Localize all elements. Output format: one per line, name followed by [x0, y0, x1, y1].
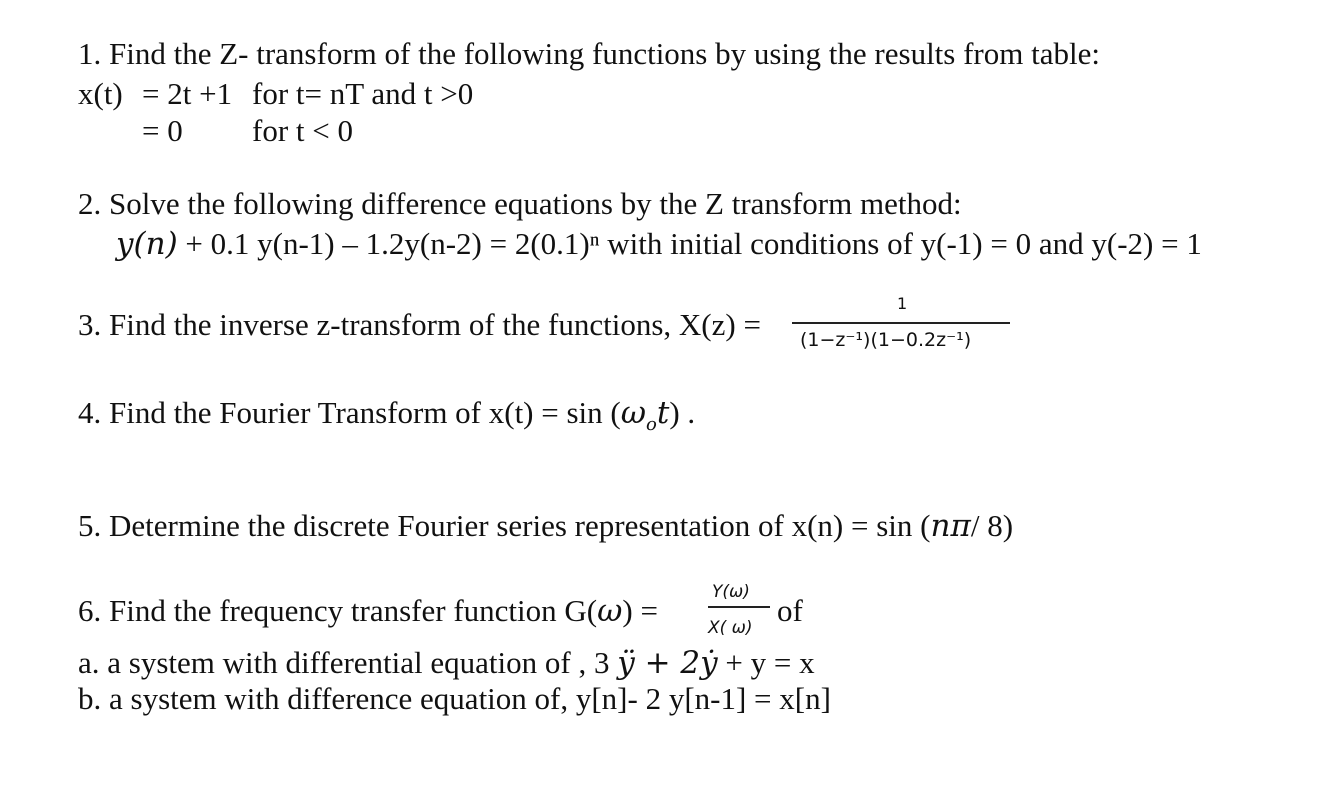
q5-prefix: 5. Determine the discrete Fourier series representation of x(n) = sin ( — [78, 508, 931, 543]
q6-numerator: Y(ω) — [712, 582, 750, 602]
question-2-title: 2. Solve the following difference equations by the Z transform method: — [78, 186, 962, 221]
q4-prefix: 4. Find the Fourier Transform of x(t) = sin ( — [78, 395, 621, 430]
question-1-title: 1. Find the Z- transform of the following functions by using the results from table: — [78, 36, 1100, 71]
q6-denominator: X( ω) — [708, 618, 753, 638]
q4-subscript: o — [646, 414, 657, 436]
question-4-text — [78, 397, 695, 434]
q1-case1-condition: for t= nT and t >0 — [252, 76, 474, 111]
q2-y-of-n: y(n) — [116, 226, 178, 262]
q6a-derivatives: ÿ + 2ẏ — [617, 645, 718, 681]
question-5-text — [78, 510, 1013, 542]
q4-t: t — [656, 395, 670, 431]
question-6a — [78, 647, 815, 679]
q4-close: ) . — [669, 395, 696, 430]
q1-lhs: x(t) — [78, 76, 123, 111]
q5-close: / 8) — [970, 508, 1014, 543]
q6a-end: + y = x — [717, 645, 815, 680]
q6-prefix: 6. Find the frequency transfer function G( — [78, 593, 598, 628]
question-6b: b. a system with difference equation of, y[n]- 2 y[n-1] = x[n] — [78, 681, 831, 716]
q1-case2-condition: for t < 0 — [252, 113, 353, 148]
q6-omega: ω — [597, 593, 623, 629]
q1-case2-value: = 0 — [142, 113, 183, 148]
question-6-text — [78, 595, 658, 627]
q3-fraction-bar — [792, 322, 1010, 324]
question-3-text: 3. Find the inverse z-transform of the functions, X(z) = — [78, 307, 761, 342]
q6-fraction-bar — [708, 606, 770, 608]
q2-equation-rest: + 0.1 y(n-1) – 1.2y(n-2) = 2(0.1)ⁿ with initial conditions of y(-1) = 0 and y(-2) = 1 — [185, 226, 1202, 261]
q1-case1-value: = 2t +1 — [142, 76, 233, 111]
q5-n-pi: nπ — [930, 508, 971, 544]
question-2-equation — [116, 228, 1202, 260]
q4-omega: ω — [620, 395, 647, 431]
q3-numerator: 1 — [897, 294, 908, 313]
q6-of: of — [777, 593, 803, 628]
q6a-prefix: a. a system with differential equation of , 3 — [78, 645, 618, 680]
q3-denominator: (1−z⁻¹)(1−0.2z⁻¹) — [800, 329, 972, 351]
q6-close: ) = — [622, 593, 658, 628]
